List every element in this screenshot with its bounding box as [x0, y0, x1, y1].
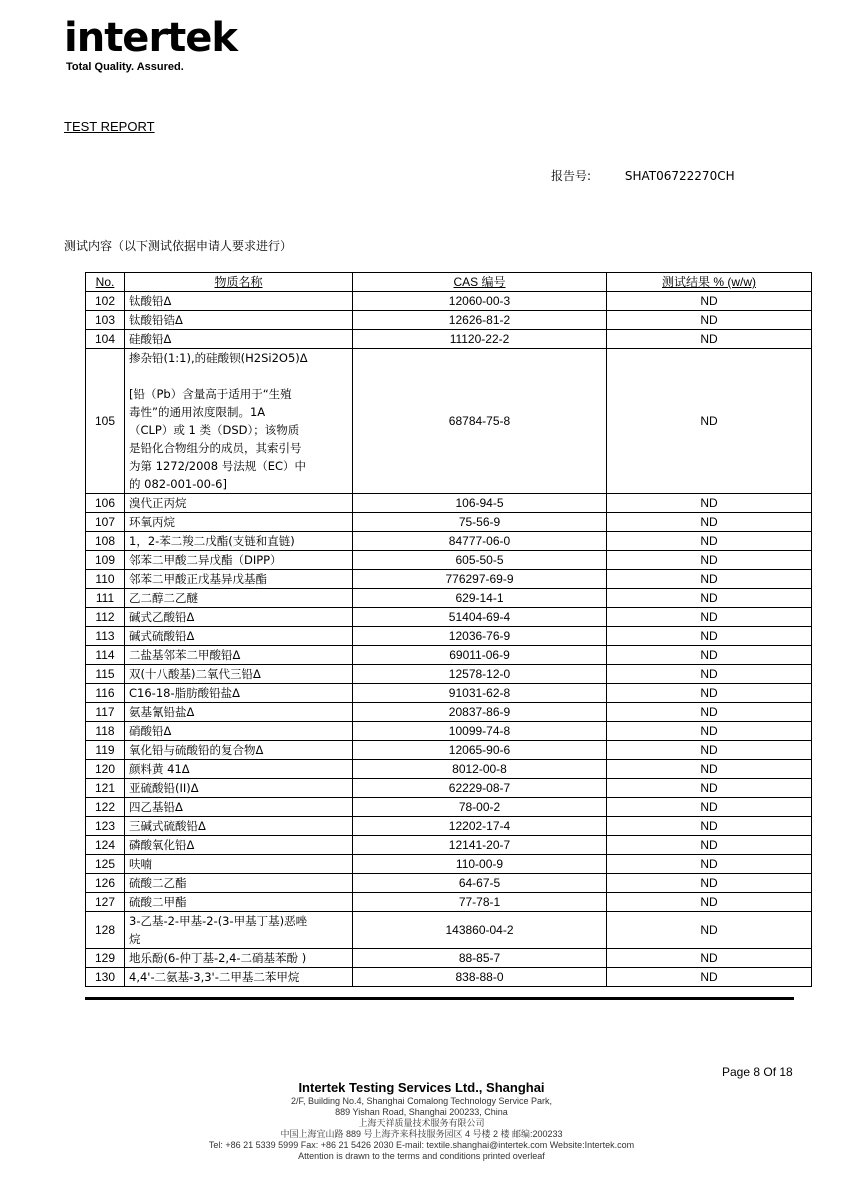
- row-number: 107: [86, 513, 125, 532]
- row-number: 122: [86, 798, 125, 817]
- substance-name: 钛酸铅Δ: [125, 292, 353, 311]
- substance-name-line: 为第 1272/2008 号法规（EC）中: [129, 459, 307, 473]
- table-row: [86, 589, 812, 608]
- row-number: 128: [86, 912, 125, 949]
- report-title: TEST REPORT: [64, 119, 155, 134]
- cas-number: 10099-74-8: [353, 722, 607, 741]
- table-row: [86, 798, 812, 817]
- cas-number: 12060-00-3: [353, 292, 607, 311]
- report-number-value: SHAT06722270CH: [624, 169, 735, 183]
- test-result: ND: [607, 893, 812, 912]
- row-number: 108: [86, 532, 125, 551]
- results-table: [85, 272, 812, 987]
- substance-name-line: 的 082-001-00-6]: [129, 477, 227, 491]
- table-row: [86, 855, 812, 874]
- table-row: [86, 311, 812, 330]
- test-result: ND: [607, 949, 812, 968]
- test-result: ND: [607, 798, 812, 817]
- logo-tagline: Total Quality. Assured.: [66, 61, 184, 73]
- footer-notice: Attention is drawn to the terms and conditions printed overleaf: [298, 1151, 545, 1161]
- row-number: 127: [86, 893, 125, 912]
- test-result: ND: [607, 741, 812, 760]
- row-number: 117: [86, 703, 125, 722]
- footer-address-2: 889 Yishan Road, Shanghai 200233, China: [335, 1107, 508, 1117]
- row-number: 104: [86, 330, 125, 349]
- substance-name: 四乙基铅Δ: [125, 798, 353, 817]
- footer-cn-company: 上海天祥质量技术服务有限公司: [358, 1118, 485, 1128]
- cas-number: 629-14-1: [353, 589, 607, 608]
- col-header-substance: 物质名称: [125, 273, 353, 292]
- cas-number: 605-50-5: [353, 551, 607, 570]
- substance-name-line: 掺杂铅(1:1),的硅酸钡(H2Si2O5)Δ: [129, 351, 308, 365]
- test-result: ND: [607, 703, 812, 722]
- substance-name-line: [铅（Pb）含量高于适用于“生殖: [129, 387, 292, 401]
- substance-name: [125, 912, 353, 949]
- col-header-result: 测试结果 % (w/w): [607, 273, 812, 292]
- table-body: [86, 292, 812, 987]
- substance-name: 地乐酚(6-仲丁基-2,4-二硝基苯酚 ): [125, 949, 353, 968]
- table-row: [86, 330, 812, 349]
- row-number: 125: [86, 855, 125, 874]
- substance-name-line: [129, 367, 348, 385]
- row-number: 106: [86, 494, 125, 513]
- footer-company: Intertek Testing Services Ltd., Shanghai: [298, 1080, 545, 1095]
- table-row: [86, 760, 812, 779]
- cas-number: 106-94-5: [353, 494, 607, 513]
- table-row: [86, 349, 812, 494]
- row-number: 102: [86, 292, 125, 311]
- cas-number: 75-56-9: [353, 513, 607, 532]
- test-result: ND: [607, 513, 812, 532]
- cas-number: 68784-75-8: [353, 349, 607, 494]
- test-result: ND: [607, 608, 812, 627]
- cas-number: 88-85-7: [353, 949, 607, 968]
- table-row: [86, 703, 812, 722]
- cas-number: 11120-22-2: [353, 330, 607, 349]
- page-number: Page 8 Of 18: [722, 1065, 793, 1079]
- substance-name: 溴代正丙烷: [125, 494, 353, 513]
- table-header-row: [86, 273, 812, 292]
- test-result: ND: [607, 760, 812, 779]
- cas-number: 8012-00-8: [353, 760, 607, 779]
- logo-wordmark: intertek: [64, 15, 238, 61]
- row-number: 120: [86, 760, 125, 779]
- test-result: ND: [607, 646, 812, 665]
- footer-cn-address: 中国上海宜山路 889 号上海齐来科技服务园区 4 号楼 2 楼 邮编:200233: [280, 1129, 563, 1139]
- test-result: ND: [607, 532, 812, 551]
- substance-name: 1，2-苯二羧二戊酯(支链和直链): [125, 532, 353, 551]
- table-row: [86, 627, 812, 646]
- substance-name-line: 毒性”的通用浓度限制。1A: [129, 405, 266, 419]
- test-result: ND: [607, 311, 812, 330]
- test-result: ND: [607, 874, 812, 893]
- test-content-intro: 测试内容（以下测试依据申请人要求进行）: [64, 239, 293, 253]
- table-row: [86, 874, 812, 893]
- row-number: 112: [86, 608, 125, 627]
- cas-number: 51404-69-4: [353, 608, 607, 627]
- table-row: [86, 836, 812, 855]
- cas-number: 91031-62-8: [353, 684, 607, 703]
- row-number: 114: [86, 646, 125, 665]
- test-result: ND: [607, 684, 812, 703]
- table-row: [86, 532, 812, 551]
- row-number: 115: [86, 665, 125, 684]
- table-row: [86, 779, 812, 798]
- test-result: ND: [607, 589, 812, 608]
- substance-name: 邻苯二甲酸二异戊酯（DIPP）: [125, 551, 353, 570]
- row-number: 105: [86, 349, 125, 494]
- substance-name: 硅酸铅Δ: [125, 330, 353, 349]
- table-row: [86, 893, 812, 912]
- substance-name: 氧化铅与硫酸铅的复合物Δ: [125, 741, 353, 760]
- test-result: ND: [607, 551, 812, 570]
- test-result: ND: [607, 494, 812, 513]
- cas-number: 62229-08-7: [353, 779, 607, 798]
- substance-name: 环氧丙烷: [125, 513, 353, 532]
- table-row: [86, 494, 812, 513]
- cas-number: 64-67-5: [353, 874, 607, 893]
- report-number: [551, 167, 735, 184]
- test-result: ND: [607, 722, 812, 741]
- test-result: ND: [607, 912, 812, 949]
- test-result: ND: [607, 627, 812, 646]
- test-result: ND: [607, 779, 812, 798]
- test-result: ND: [607, 570, 812, 589]
- table-row: [86, 722, 812, 741]
- table-row: [86, 646, 812, 665]
- row-number: 109: [86, 551, 125, 570]
- substance-name: 呋喃: [125, 855, 353, 874]
- substance-name: 硝酸铅Δ: [125, 722, 353, 741]
- col-header-no: No.: [86, 273, 125, 292]
- test-result: ND: [607, 836, 812, 855]
- footer: [0, 1080, 843, 1162]
- table-row: [86, 949, 812, 968]
- footer-address-1: 2/F, Building No.4, Shanghai Comalong Technology Service Park,: [291, 1096, 552, 1106]
- substance-name: 乙二醇二乙醚: [125, 589, 353, 608]
- table-row: [86, 741, 812, 760]
- substance-name: C16-18-脂肪酸铅盐Δ: [125, 684, 353, 703]
- cas-number: 776297-69-9: [353, 570, 607, 589]
- cas-number: 77-78-1: [353, 893, 607, 912]
- table-row: [86, 551, 812, 570]
- test-result: ND: [607, 349, 812, 494]
- test-result: ND: [607, 968, 812, 987]
- row-number: 126: [86, 874, 125, 893]
- row-number: 118: [86, 722, 125, 741]
- substance-name-line: 烷: [129, 932, 141, 946]
- cas-number: 12626-81-2: [353, 311, 607, 330]
- cas-number: 12202-17-4: [353, 817, 607, 836]
- row-number: 119: [86, 741, 125, 760]
- substance-name: 硫酸二甲酯: [125, 893, 353, 912]
- row-number: 110: [86, 570, 125, 589]
- test-result: ND: [607, 292, 812, 311]
- substance-name: [125, 349, 353, 494]
- row-number: 116: [86, 684, 125, 703]
- intertek-logo: [64, 15, 238, 73]
- row-number: 113: [86, 627, 125, 646]
- substance-name: 氨基氰铅盐Δ: [125, 703, 353, 722]
- substance-name: 三碱式硫酸铅Δ: [125, 817, 353, 836]
- cas-number: 12036-76-9: [353, 627, 607, 646]
- substance-name: 硫酸二乙酯: [125, 874, 353, 893]
- table-row: [86, 292, 812, 311]
- substance-name-line: （CLP）或 1 类（DSD）；该物质: [129, 423, 300, 437]
- substance-name: 二盐基邻苯二甲酸铅Δ: [125, 646, 353, 665]
- substance-name: 邻苯二甲酸正戊基异戊基酯: [125, 570, 353, 589]
- cas-number: 12065-90-6: [353, 741, 607, 760]
- cas-number: 12578-12-0: [353, 665, 607, 684]
- row-number: 121: [86, 779, 125, 798]
- substance-name: 碱式乙酸铅Δ: [125, 608, 353, 627]
- report-number-label: 报告号:: [551, 169, 592, 183]
- row-number: 111: [86, 589, 125, 608]
- table-row: [86, 513, 812, 532]
- substance-name: 亚硫酸铅(II)Δ: [125, 779, 353, 798]
- substance-name: 4,4'-二氨基-3,3'-二甲基二苯甲烷: [125, 968, 353, 987]
- table-row: [86, 968, 812, 987]
- row-number: 103: [86, 311, 125, 330]
- table-row: [86, 570, 812, 589]
- cas-number: 12141-20-7: [353, 836, 607, 855]
- row-number: 123: [86, 817, 125, 836]
- substance-name: 颜料黄 41Δ: [125, 760, 353, 779]
- substance-name-line: 3-乙基-2-甲基-2-(3-甲基丁基)恶唑: [129, 914, 308, 928]
- row-number: 130: [86, 968, 125, 987]
- col-header-cas: CAS 编号: [353, 273, 607, 292]
- substance-name: 钛酸铅锆Δ: [125, 311, 353, 330]
- test-result: ND: [607, 855, 812, 874]
- substance-name-line: 是铅化合物组分的成员，其索引号: [129, 441, 302, 455]
- substance-name: 双(十八酸基)二氧代三铅Δ: [125, 665, 353, 684]
- substance-name: 碱式硫酸铅Δ: [125, 627, 353, 646]
- test-result: ND: [607, 330, 812, 349]
- table-row: [86, 684, 812, 703]
- test-result: ND: [607, 665, 812, 684]
- cas-number: 110-00-9: [353, 855, 607, 874]
- cas-number: 78-00-2: [353, 798, 607, 817]
- bottom-rule: [85, 997, 794, 1000]
- footer-contact: Tel: +86 21 5339 5999 Fax: +86 21 5426 2030 E-mail: textile.shanghai@intertek.com Website:Intertek.com: [208, 1140, 635, 1150]
- cas-number: 84777-06-0: [353, 532, 607, 551]
- table-row: [86, 608, 812, 627]
- row-number: 129: [86, 949, 125, 968]
- cas-number: 69011-06-9: [353, 646, 607, 665]
- row-number: 124: [86, 836, 125, 855]
- test-result: ND: [607, 817, 812, 836]
- cas-number: 143860-04-2: [353, 912, 607, 949]
- table-row: [86, 817, 812, 836]
- table-row: [86, 665, 812, 684]
- substance-name: 磷酸氧化铅Δ: [125, 836, 353, 855]
- cas-number: 838-88-0: [353, 968, 607, 987]
- table-row: [86, 912, 812, 949]
- cas-number: 20837-86-9: [353, 703, 607, 722]
